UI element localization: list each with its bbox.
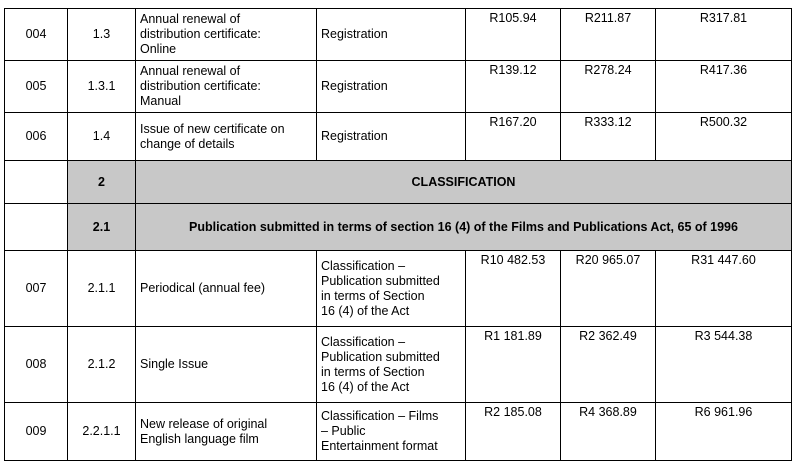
description-line: New release of original xyxy=(140,416,268,431)
description-line: Issue of new certificate on xyxy=(140,121,285,136)
category-line: Publication submitted xyxy=(321,273,440,288)
category-line: in terms of Section xyxy=(321,364,425,379)
subsection-title: Publication submitted in terms of section 16 (4) of the Films and Publications Act, 65 of 1996 xyxy=(136,204,792,251)
category-cell xyxy=(317,251,466,327)
table-row xyxy=(5,251,792,327)
item-number-cell: 1.3.1 xyxy=(68,61,136,113)
section-title: CLASSIFICATION xyxy=(136,161,792,204)
item-number-cell: 1.4 xyxy=(68,113,136,161)
fee-code-cell: 009 xyxy=(5,403,68,461)
amount-cell-3: R317.81 xyxy=(656,9,792,61)
amount-cell-1: R10 482.53 xyxy=(466,251,561,327)
section-row-classification xyxy=(5,161,792,204)
fee-code-cell: 006 xyxy=(5,113,68,161)
category-line: Classification – xyxy=(321,258,406,273)
table-body-bottom xyxy=(5,251,792,461)
item-number-cell: 2.2.1.1 xyxy=(68,403,136,461)
category-cell xyxy=(317,327,466,403)
category-cell xyxy=(317,403,466,461)
description-line: Periodical (annual fee) xyxy=(140,281,266,295)
category-line: Classification – xyxy=(321,334,406,349)
fee-code-cell: 008 xyxy=(5,327,68,403)
section-row-publication xyxy=(5,204,792,251)
amount-cell-1: R139.12 xyxy=(466,61,561,113)
subsection-item-number: 2.1 xyxy=(68,204,136,251)
amount-cell-3: R31 447.60 xyxy=(656,251,792,327)
amount-cell-3: R6 961.96 xyxy=(656,403,792,461)
amount-cell-2: R4 368.89 xyxy=(561,403,656,461)
table-row xyxy=(5,403,792,461)
description-line: Annual renewal of xyxy=(140,12,241,26)
description-cell xyxy=(136,403,317,461)
amount-cell-2: R333.12 xyxy=(561,113,656,161)
amount-cell-2: R211.87 xyxy=(561,9,656,61)
description-line: distribution certificate: xyxy=(140,79,261,93)
description-line: Annual renewal of xyxy=(140,64,241,78)
category-line: 16 (4) of the Act xyxy=(321,303,410,318)
table-row xyxy=(5,113,792,161)
description-line: Online xyxy=(140,42,177,56)
amount-cell-3: R417.36 xyxy=(656,61,792,113)
category-line: Registration xyxy=(321,27,388,41)
description-cell xyxy=(136,61,317,113)
category-line: – Public xyxy=(321,424,366,438)
category-line: in terms of Section xyxy=(321,288,425,303)
category-line: 16 (4) of the Act xyxy=(321,379,410,394)
subsection-code-cell xyxy=(5,204,68,251)
fee-code-cell: 007 xyxy=(5,251,68,327)
amount-cell-2: R278.24 xyxy=(561,61,656,113)
category-line: Publication submitted xyxy=(321,349,440,364)
fee-table xyxy=(4,8,792,461)
item-number-cell: 1.3 xyxy=(68,9,136,61)
amount-cell-2: R2 362.49 xyxy=(561,327,656,403)
description-cell xyxy=(136,9,317,61)
section-code-cell xyxy=(5,161,68,204)
category-cell xyxy=(317,61,466,113)
amount-cell-3: R3 544.38 xyxy=(656,327,792,403)
description-line: distribution certificate: xyxy=(140,27,261,41)
fee-code-cell: 004 xyxy=(5,9,68,61)
category-cell xyxy=(317,9,466,61)
description-line: Single Issue xyxy=(140,357,209,371)
amount-cell-1: R105.94 xyxy=(466,9,561,61)
fee-code-cell: 005 xyxy=(5,61,68,113)
section-item-number: 2 xyxy=(68,161,136,204)
table-body-top xyxy=(5,9,792,161)
item-number-cell: 2.1.2 xyxy=(68,327,136,403)
description-line: change of details xyxy=(140,136,235,151)
table-row xyxy=(5,9,792,61)
amount-cell-3: R500.32 xyxy=(656,113,792,161)
description-line: Manual xyxy=(140,94,181,108)
amount-cell-2: R20 965.07 xyxy=(561,251,656,327)
category-line: Registration xyxy=(321,129,388,143)
table-row xyxy=(5,61,792,113)
amount-cell-1: R167.20 xyxy=(466,113,561,161)
amount-cell-1: R2 185.08 xyxy=(466,403,561,461)
amount-cell-1: R1 181.89 xyxy=(466,327,561,403)
table-row xyxy=(5,327,792,403)
section-2-header xyxy=(5,161,792,251)
item-number-cell: 2.1.1 xyxy=(68,251,136,327)
description-cell xyxy=(136,327,317,403)
category-line: Classification – Films xyxy=(321,409,439,423)
category-line: Entertainment format xyxy=(321,439,438,453)
description-line: English language film xyxy=(140,431,259,446)
category-line: Registration xyxy=(321,79,388,93)
category-cell xyxy=(317,113,466,161)
description-cell xyxy=(136,113,317,161)
description-cell xyxy=(136,251,317,327)
